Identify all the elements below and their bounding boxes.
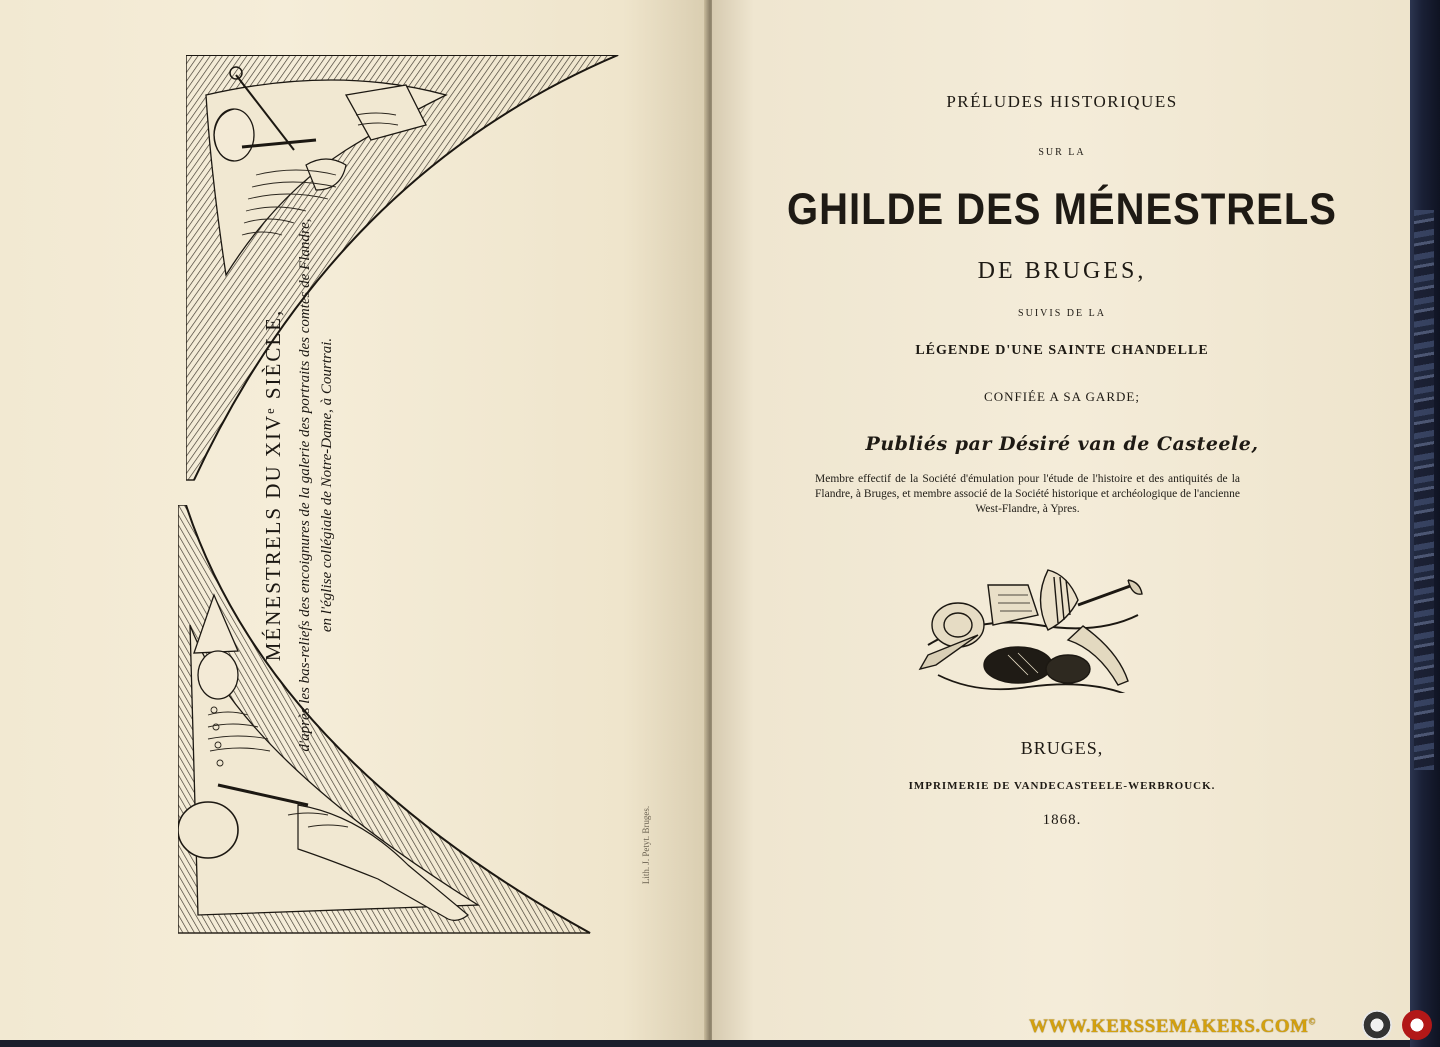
author-affiliation: Membre effectif de la Société d'émulation pour l'étude de l'histoire et des antiquités de la Flandre, à Bruges, et membre associé de la Société historique et archéologique de l'ancienne West-Flandre, à Ypres. [815,473,1240,515]
title-confiee: CONFIÉE A SA GARDE; [984,389,1140,404]
marbled-endpaper [1414,210,1434,770]
imprint-city: BRUGES, [1020,738,1104,758]
ilab-seal-icon [1402,1010,1432,1040]
frontispiece-caption [261,165,391,805]
lithographer-mark: Lith. J. Petyt. Bruges. [641,805,651,885]
imprint-year: 1868. [1042,812,1082,828]
minstrel-piper-engraving [186,55,626,485]
instruments-vignette [918,565,1144,693]
caption-line-1: d'après les bas-reliefs des encoignures de la galerie des portraits des comtes de Flandre, [297,218,313,752]
watermark-text: WWW.KERSSEMAKERS.COM [1029,1016,1309,1037]
caption-title: MÉNESTRELS DU XIVᵉ SIÈCLE, [261,308,285,662]
title-suivis: SUIVIS DE LA [1018,308,1106,319]
caption-line-2: en l'église collégiale de Notre-Dame, à Courtrai. [319,337,335,633]
title-preludes: PRÉLUDES HISTORIQUES [946,92,1178,111]
imprint-printer: IMPRIMERIE DE VANDECASTEELE-WERBROUCK. [908,780,1216,792]
copyright-symbol: © [1308,1016,1316,1027]
title-main: GHILDE DES MÉNESTRELS [787,185,1337,235]
title-legende: LÉGENDE D'UNE SAINTE CHANDELLE [915,343,1209,358]
seller-watermark [1029,1016,1316,1038]
author-line: Publiés par Désiré van de Casteele, [865,433,1259,455]
title-sur-la: SUR LA [1038,147,1086,158]
title-de-bruges: DE BRUGES, [977,258,1147,284]
association-seal-icon [1362,1010,1392,1040]
